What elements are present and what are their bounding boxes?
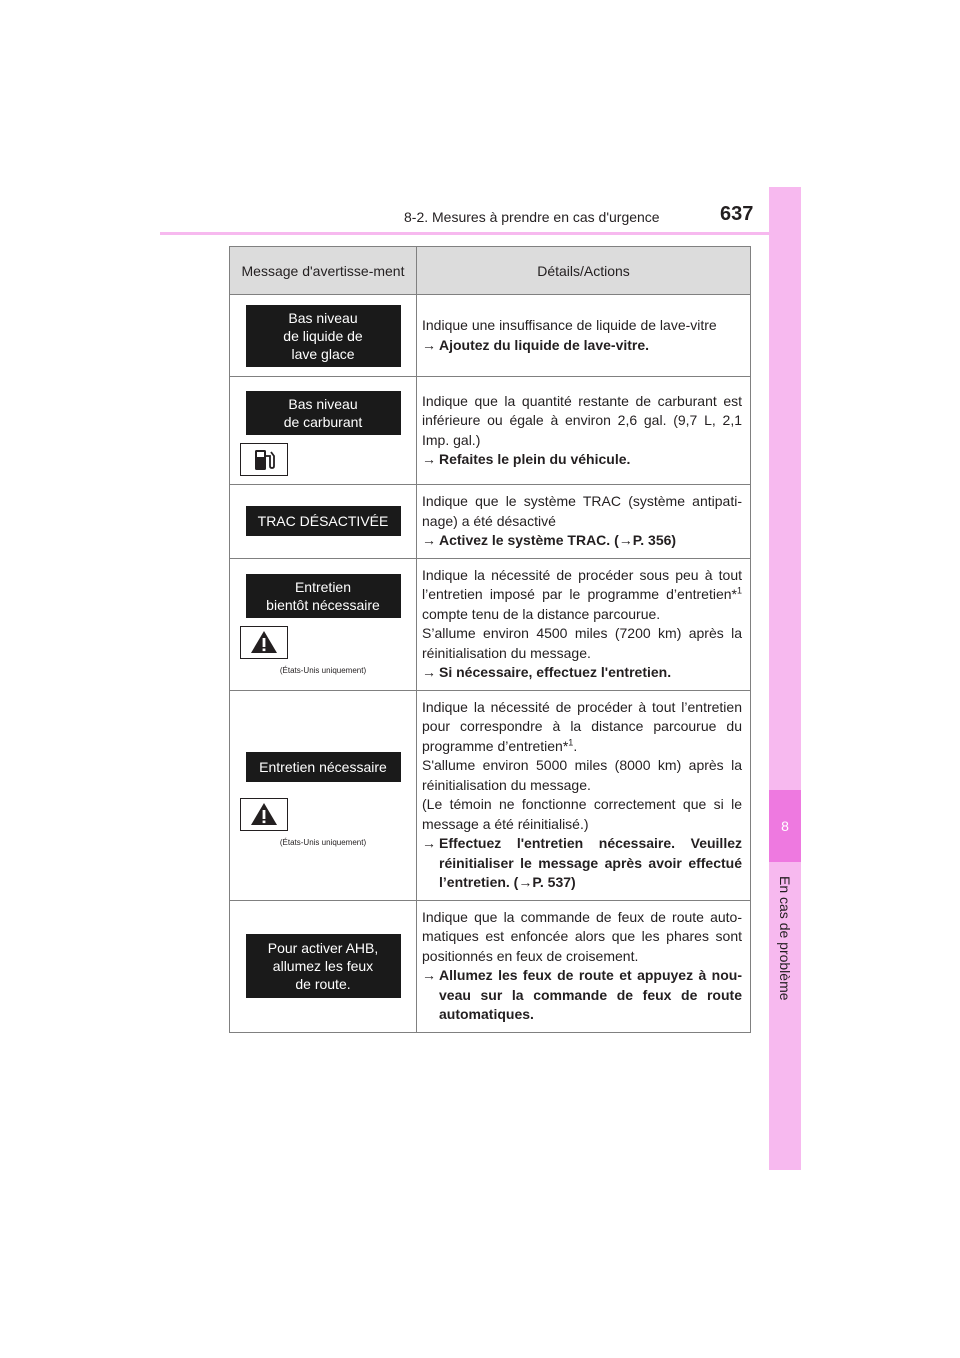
details-cell: Indique que la quantité restante de carburant est inférieure ou égale à environ 2,6 gal. (9,7 L, 2,1 Imp. gal.) → Refaites le plein du véhicule.	[417, 377, 751, 485]
message-cell	[230, 485, 417, 559]
details-cell: Indique la nécessité de procéder à tout l’entretien pour correspondre à la distance parcourue du programme d’entretien*$^1$. S'allume environ 5000 miles (8000 km) après la réinitialisation du message. (Le témoin ne fonctionne correctement que si le message a été réinitialisé.) → Effectuez l'entretien nécessaire. Veuillez réinitialiser le message après avoir effectué l’entretien. (→P. 537)	[417, 690, 751, 900]
chapter-title: En cas de problème	[777, 875, 793, 1001]
page-number: 637	[720, 203, 754, 225]
region-note: (États-Unis uniquement)	[279, 665, 367, 675]
warning-message-display: Entretien bientôt nécessaire	[246, 574, 401, 618]
details-cell: Indique que la commande de feux de route auto-matiques est enfoncée alors que les phares sont positionnés en feux de croisement. → Allumez les feux de route et appuyez à nou-veau sur la commande de feux de route automatiques.	[417, 900, 751, 1032]
action-line: → Effectuez l'entretien nécessaire. Veuillez réinitialiser le message après avoir effectué l’entretien. (→P. 537)	[422, 834, 742, 893]
message-cell	[230, 690, 417, 900]
action-line: → Ajoutez du liquide de lave-vitre.	[422, 336, 742, 356]
arrow-icon: →	[422, 336, 436, 353]
action-line: → Refaites le plein du véhicule.	[422, 450, 742, 470]
arrow-icon: →	[422, 532, 436, 548]
warning-message-table	[229, 246, 751, 1033]
col-header-details: Détails/Actions	[417, 247, 751, 295]
arrow-icon: →	[422, 835, 436, 851]
warning-message-display: Entretien nécessaire	[246, 752, 401, 782]
message-cell	[230, 900, 417, 1032]
details-cell: Indique une insuffisance de liquide de lave-vitre → Ajoutez du liquide de lave-vitre.	[417, 295, 751, 377]
message-cell	[230, 377, 417, 485]
action-line: → Activez le système TRAC. (→P. 356)	[422, 531, 742, 551]
col-header-message: Message d'avertisse-ment	[230, 247, 417, 295]
table-row	[230, 558, 751, 690]
chapter-tab[interactable]	[769, 790, 801, 862]
message-cell	[230, 558, 417, 690]
warning-message-display: Pour activer AHB, allumez les feux de route.	[246, 934, 401, 998]
message-cell	[230, 295, 417, 377]
arrow-icon: →	[422, 664, 436, 680]
action-line: → Si nécessaire, effectuez l'entretien.	[422, 663, 742, 683]
chapter-label	[769, 868, 801, 1008]
region-note: (États-Unis uniquement)	[279, 837, 367, 847]
header-rule	[160, 232, 800, 235]
table-header-row	[230, 247, 751, 295]
details-cell: Indique la nécessité de procéder sous peu à tout l’entretien imposé par le programme d’entretien*$^1$ compte tenu de la distance parcourue. S’allume environ 4500 miles (7200 km) après la réinitialisation du message. → Si nécessaire, effectuez l'entretien.	[417, 558, 751, 690]
arrow-icon: →	[422, 967, 436, 983]
fuel-pump-icon	[240, 443, 288, 476]
action-line: → Allumez les feux de route et appuyez à nou-veau sur la commande de feux de route automatiques.	[422, 966, 742, 1025]
warning-message-display: Bas niveau de carburant	[246, 391, 401, 435]
section-title: 8-2. Mesures à prendre en cas d'urgence	[404, 209, 660, 225]
table-row	[230, 485, 751, 559]
side-band	[769, 187, 801, 1170]
details-cell: Indique que le système TRAC (système antipati-nage) a été désactivé → Activez le système TRAC. (→P. 356)	[417, 485, 751, 559]
chapter-tab-number: 8	[781, 818, 789, 834]
warning-message-display: Bas niveau de liquide de lave glace	[246, 305, 401, 367]
table-row	[230, 295, 751, 377]
table-row	[230, 377, 751, 485]
warning-message-display: TRAC DÉSACTIVÉE	[246, 506, 401, 536]
arrow-icon: →	[422, 451, 436, 467]
warning-triangle-icon	[240, 798, 288, 831]
warning-triangle-icon	[240, 626, 288, 659]
table-row	[230, 900, 751, 1032]
table-row	[230, 690, 751, 900]
